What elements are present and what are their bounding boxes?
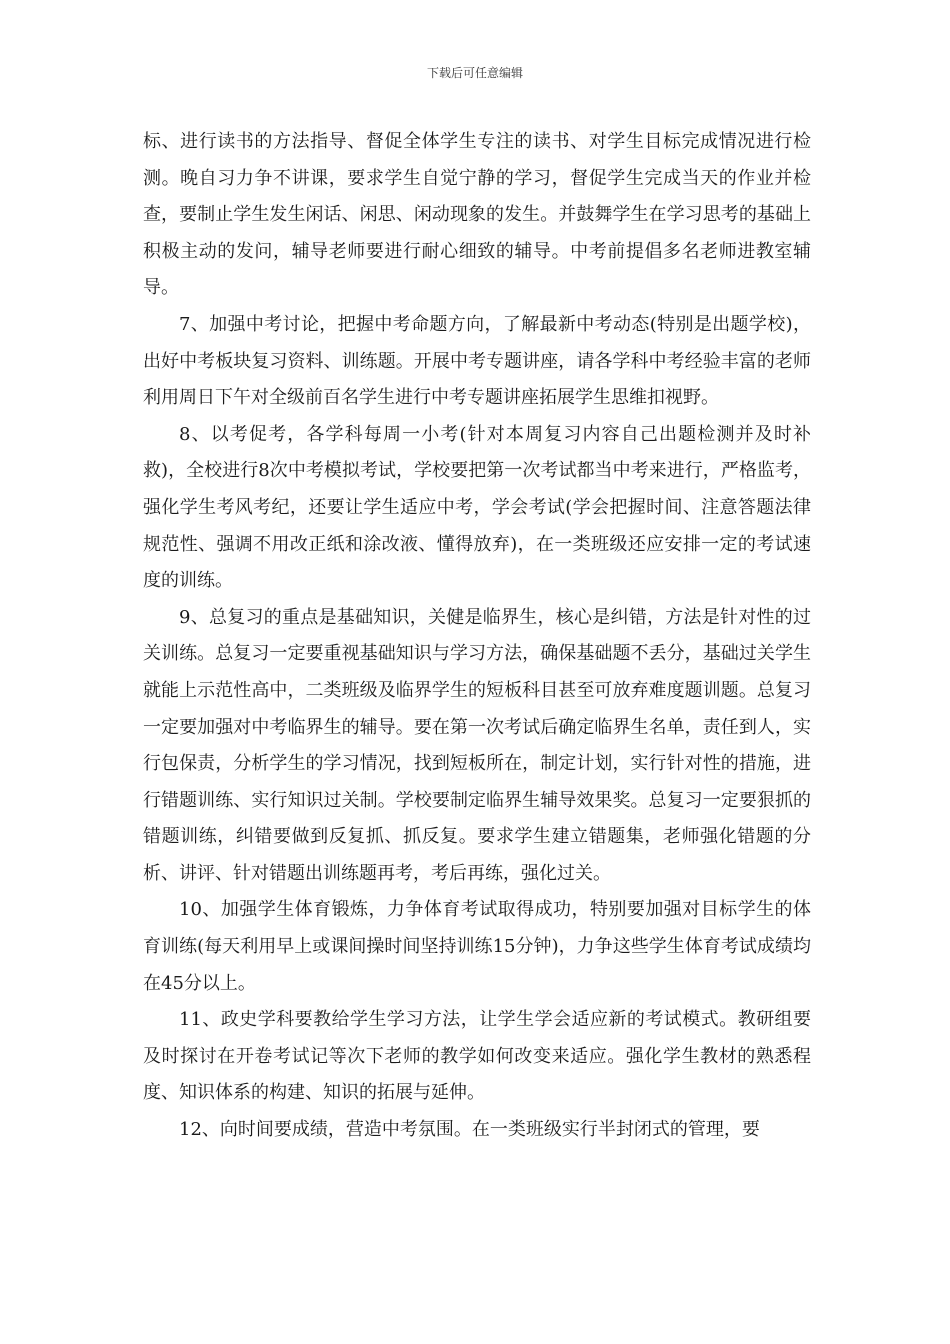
- page-header: 下载后可任意编辑: [426, 66, 523, 80]
- paragraph-item-12: 12、向时间要成绩，营造中考氛围。在一类班级实行半封闭式的管理，要: [179, 1119, 760, 1141]
- paragraph-item-11: 11、政史学科要教给学生学习方法，让学生学会适应新的考试模式。教研组要及时探讨在开卷考试记等次下老师的教学如何改变来适应。强化学生教材的熟悉程度、知识体系的构建、知识的拓展与延伸。: [143, 1009, 811, 1104]
- paragraph-item-7: 7、加强中考讨论，把握中考命题方向，了解最新中考动态(特别是出题学校)，出好中考板块复习资料、训练题。开展中考专题讲座，请各学科中考经验丰富的老师利用周日下午对全级前百名学生进行中考专题讲座拓展学生思维扣视野。: [143, 313, 811, 409]
- document-body: [143, 124, 811, 1149]
- paragraph-continuation: 标、进行读书的方法指导、督促全体学生专注的读书、对学生目标完成情况进行检测。晚自习力争不讲课，要求学生自觉宁静的学习，督促学生完成当天的作业并检查，要制止学生发生闲话、闲思、闲动现象的发生。并鼓舞学生在学习思考的基础上积极主动的发问，辅导老师要进行耐心细致的辅导。中考前提倡多名老师进教室辅导。: [143, 131, 811, 299]
- paragraph-item-10: 10、加强学生体育锻炼，力争体育考试取得成功，特别要加强对目标学生的体育训练(每天利用早上或课间操时间坚持训练15分钟)，力争这些学生体育考试成绩均在45分以上。: [143, 899, 811, 994]
- paragraph-item-8: 8、以考促考，各学科每周一小考(针对本周复习内容自己出题检测并及时补救)，全校进行8次中考模拟考试，学校要把第一次考试都当中考来进行，严格监考，强化学生考风考纪，还要让学生适应中考，学会考试(学会把握时间、注意答题法律规范性、强调不用改正纸和涂改液、懂得放弃)，在一类班级还应安排一定的考试速度的训练。: [143, 423, 811, 592]
- paragraph-item-9: 9、总复习的重点是基础知识，关健是临界生，核心是纠错，方法是针对性的过关训练。总复习一定要重视基础知识与学习方法，确保基础题不丢分，基础过关学生就能上示范性高中，二类班级及临界学生的短板科目甚至可放弃难度题训题。总复习一定要加强对中考临界生的辅导。要在第一次考试后确定临界生名单，责任到人，实行包保责，分析学生的学习情况，找到短板所在，制定计划，实行针对性的措施，进行错题训练、实行知识过关制。学校要制定临界生辅导效果奖。总复习一定要狠抓的错题训练，纠错要做到反复抓、抓反复。要求学生建立错题集，老师强化错题的分析、讲评、针对错题出训练题再考，考后再练，强化过关。: [143, 606, 811, 884]
